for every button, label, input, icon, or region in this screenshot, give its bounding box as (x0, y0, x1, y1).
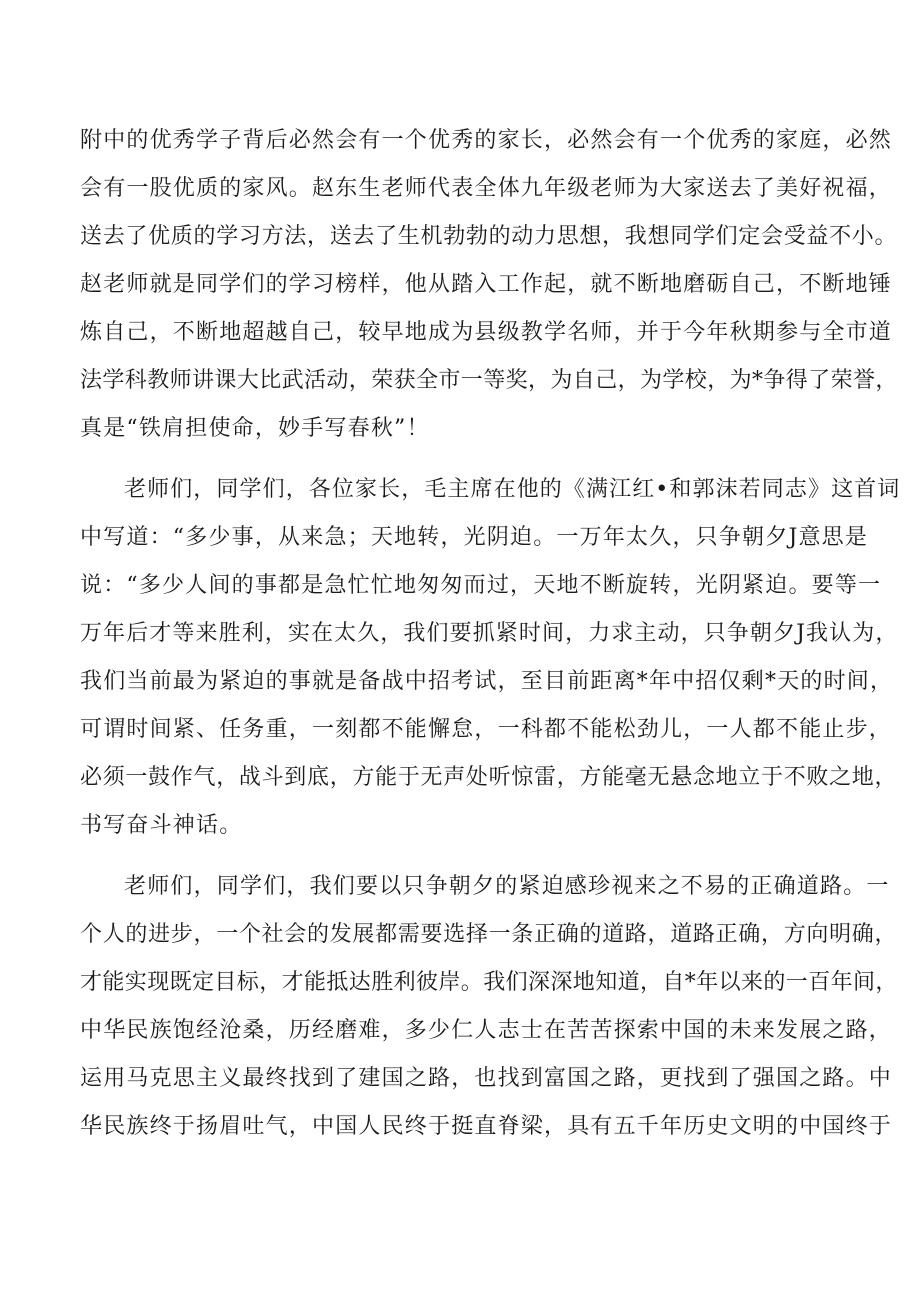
text-line: 附中的优秀学子背后必然会有一个优秀的家长，必然会有一个优秀的家庭，必然 (80, 128, 893, 153)
text-line: 运用马克思主义最终找到了建国之路，也找到富国之路，更找到了强国之路。中 (80, 1066, 893, 1091)
text-line: 万年后才等来胜利，实在太久，我们要抓紧时间，力求主动，只争朝夕J我认为， (80, 621, 899, 646)
text-line: 必须一鼓作气，战斗到底，方能于无声处听惊雷，方能毫无悬念地立于不败之地， (80, 765, 898, 790)
text-line: 法学科教师讲课大比武活动，荣获全市一等奖，为自己，为学校，为*争得了荣誉， (80, 368, 898, 393)
text-line: 老师们，同学们，我们要以只争朝夕的紧迫感珍视来之不易的正确道路。一 (124, 874, 890, 899)
text-line: 会有一股优质的家风。赵东生老师代表全体九年级老师为大家送去了美好祝福， (80, 176, 893, 201)
text-line: 书写奋斗神话。 (80, 813, 243, 838)
text-line: 我们当前最为紧迫的事就是备战中招考试，至目前距离*年中招仅剩*天的时间， (80, 669, 894, 694)
text-line: 可谓时间紧、任务重，一刻都不能懈怠，一科都不能松劲儿，一人都不能止步， (80, 717, 893, 742)
text-line: 才能实现既定目标，才能抵达胜利彼岸。我们深深地知道，自*年以来的一百年间， (80, 970, 898, 995)
text-line: 送去了优质的学习方法，送去了生机勃勃的动力思想，我想同学们定会受益不小。 (80, 224, 898, 249)
text-line: 个人的进步，一个社会的发展都需要选择一条正确的道路，道路正确，方向明确， (80, 922, 898, 947)
text-line: 中华民族饱经沧桑，历经磨难，多少仁人志士在苦苦探索中国的未来发展之路， (80, 1018, 893, 1043)
text-line: 老师们，同学们，各位家长，毛主席在他的《满江红•和郭沫若同志》这首词 (124, 477, 901, 502)
text-line: 炼自己，不断地超越自己，较早地成为县级教学名师，并于今年秋期参与全市道 (80, 320, 893, 345)
text-line: 真是“铁肩担使命，妙手写春秋”！ (80, 416, 430, 441)
text-line: 说：“多少人间的事都是急忙忙地匆匆而过，天地不断旋转，光阴紧迫。要等一 (80, 573, 882, 598)
text-line: 赵老师就是同学们的学习榜样，他从踏入工作起，就不断地磨砺自己，不断地锤 (80, 272, 893, 297)
text-line: 华民族终于扬眉吐气，中国人民终于挺直脊梁，具有五千年历史文明的中国终于 (80, 1114, 893, 1139)
text-line: 中写道：“多少事，从来急；天地转，光阴迫。一万年太久，只争朝夕J意思是 (80, 525, 869, 550)
